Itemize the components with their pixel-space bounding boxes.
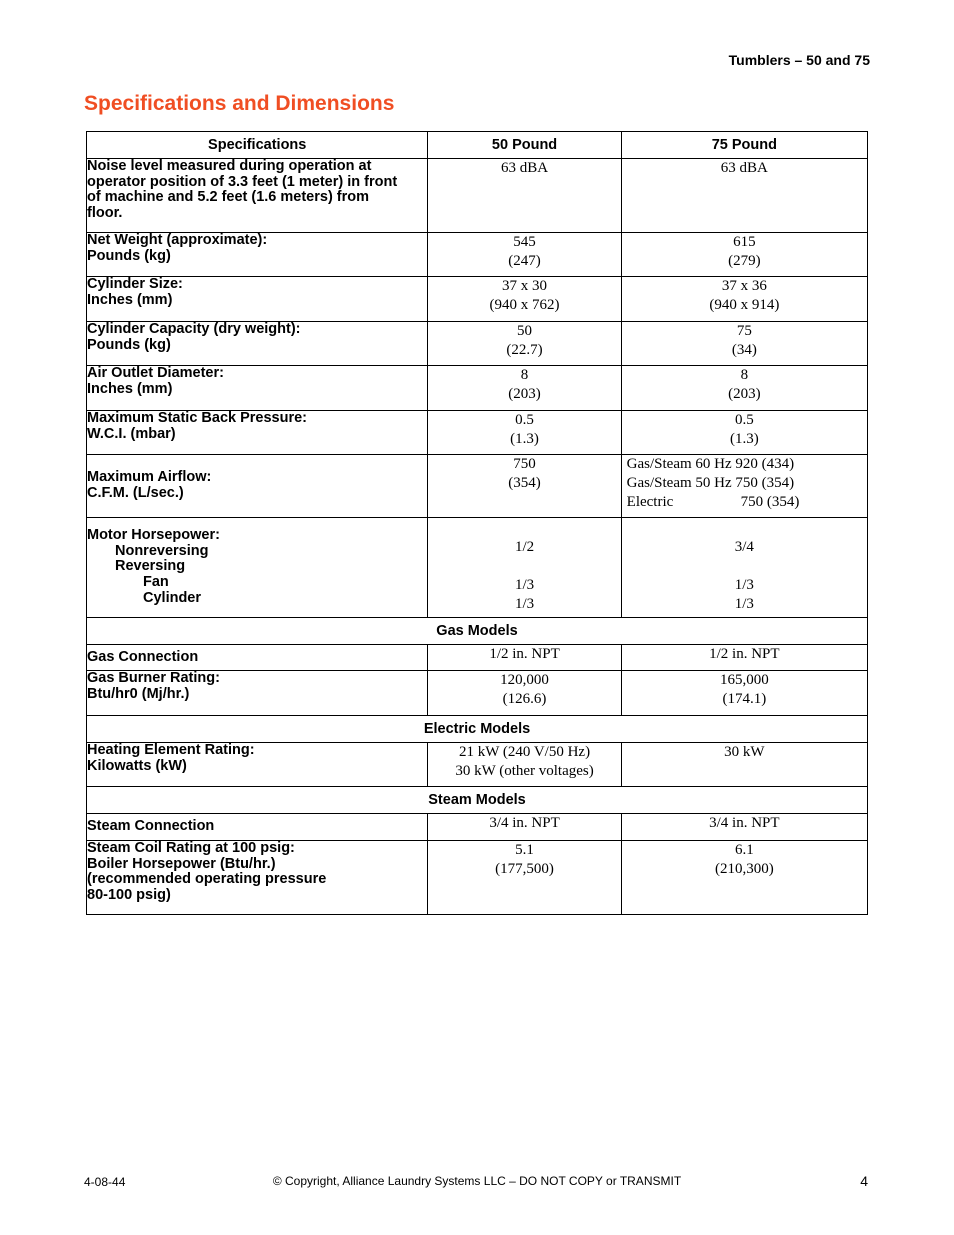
value-line: 545 [513,234,536,250]
copyright-notice: © Copyright, Alliance Laundry Systems LLC – DO NOT COPY or TRANSMIT [272,1174,682,1188]
electric-value: 750 (354) [740,494,800,510]
value-75-pound [621,233,867,277]
column-header-50-pound: 50 Pound [428,132,621,159]
label-line: Heating Element Rating: [87,742,255,758]
value-75-pound [621,814,867,841]
label-line: Noise level measured during operation at [87,158,372,174]
value-50-pound [428,159,621,233]
value-line: (177,500) [495,861,554,877]
label-line: C.F.M. (L/sec.) [87,485,184,501]
value-line: Gas/Steam 60 Hz 920 (434) [626,456,795,472]
value-line: 1/3 [514,596,535,612]
row-label [87,814,428,841]
label-line: Net Weight (approximate): [87,232,268,248]
table-row-air-outlet-diameter [87,366,868,411]
table-header-row [87,132,868,159]
row-label [87,233,428,277]
value-50-pound [428,645,621,671]
value-line: 30 kW (other voltages) [455,763,594,779]
section-row-gas-models [87,618,868,645]
label-line: Steam Coil Rating at 100 psig: [87,840,295,856]
value-75-pound [621,411,867,455]
spacer [428,557,620,576]
value-line: 6.1 [734,842,754,858]
value-75-pound [621,322,867,366]
value-75-pound [621,743,867,787]
value-50-pound [428,455,621,518]
row-label [87,366,428,411]
label-line: Maximum Airflow: [87,469,212,486]
value-line: 1/2 in. NPT [709,646,780,662]
value-75-pound [621,277,867,322]
value-line: 1/2 [514,539,535,555]
value-line: (22.7) [506,342,543,358]
specifications-table [86,131,868,915]
label-line: Btu/hr0 (Mj/hr.) [87,685,190,702]
value-50-pound [428,233,621,277]
value-line: (279) [728,253,761,269]
value-line: 75 [736,323,752,339]
value-50-pound [428,814,621,841]
value-line: (126.6) [502,691,547,707]
value-75-pound [621,645,867,671]
value-75-pound [621,841,867,915]
row-label [87,455,428,518]
value-line: 750 [513,456,536,472]
label-line: Fan [143,574,169,591]
value-line: (940 x 914) [709,297,780,313]
value-line: 1/3 [734,596,754,612]
label-line: Reversing [115,558,186,575]
value-75-pound [621,671,867,716]
table-row-net-weight [87,233,868,277]
label-line: Pounds (kg) [87,336,171,353]
document-number: 4-08-44 [84,1175,126,1189]
table-row-steam-connection [87,814,868,841]
label-line: Inches (mm) [87,291,173,308]
column-header-specifications: Specifications [87,132,428,159]
value-line: 50 [517,323,533,339]
value-line: 37 x 36 [721,278,767,294]
label-line: floor. [87,205,123,222]
row-label [87,518,428,618]
label-line: Cylinder Capacity (dry weight): [87,321,301,337]
row-label [87,645,428,671]
value-line: (203) [728,386,761,402]
value-line: 5.1 [515,842,534,858]
table-row-noise [87,159,868,233]
value-50-pound [428,671,621,716]
value-line: 1/2 in. NPT [489,646,560,662]
value-line: 120,000 [500,672,549,688]
value-line: (1.3) [510,431,539,447]
spacer [622,557,867,576]
value-line: 37 x 30 [502,278,548,294]
row-label [87,159,428,233]
value-50-pound [428,743,621,787]
electric-label: Electric [626,494,674,510]
label-line: Inches (mm) [87,380,173,397]
table-row-maximum-airflow [87,455,868,518]
section-row-electric-models [87,716,868,743]
page-title: Specifications and Dimensions [84,92,395,115]
row-label [87,671,428,716]
value-50-pound [428,322,621,366]
section-title: Gas Models [87,618,868,645]
label-line: Nonreversing [115,542,209,559]
table-row-steam-coil-rating [87,841,868,915]
label-line: Cylinder Size: [87,276,183,292]
value-line: (174.1) [722,691,767,707]
value-line: (940 x 762) [489,297,560,313]
table-row-heating-element-rating [87,743,868,787]
table-row-cylinder-capacity [87,322,868,366]
value-line: Gas/Steam 50 Hz 750 (354) [626,475,795,491]
value-line: (210,300) [714,861,774,877]
row-label [87,841,428,915]
table-row-motor-horsepower [87,518,868,618]
value-line: (1.3) [729,431,759,447]
label-line: (recommended operating pressure [87,871,327,888]
value-line: 21 kW (240 V/50 Hz) [458,744,591,760]
value-75-pound [621,159,867,233]
label-line: Air Outlet Diameter: [87,365,224,381]
label-line: Kilowatts (kW) [87,757,187,774]
value-line: (354) [508,475,541,491]
value-line: (247) [508,253,541,269]
label-line: Boiler Horsepower (Btu/hr.) [87,855,276,872]
value-line: 30 kW [724,744,765,760]
value-75-pound [621,455,867,518]
label-line: Gas Burner Rating: [87,670,220,686]
value-line: 0.5 [734,412,754,428]
label-line: Gas Connection [87,649,199,665]
value-50-pound [428,277,621,322]
value-line: 1/3 [514,577,535,593]
value-line: 3/4 [734,539,754,555]
section-title: Electric Models [87,716,868,743]
value-75-pound [621,518,867,618]
row-label [87,277,428,322]
value-line: 1/3 [734,577,754,593]
value-line: 63 dBA [720,160,768,176]
value-50-pound [428,366,621,411]
label-line: W.C.I. (mbar) [87,425,176,442]
value-50-pound [428,841,621,915]
label-line: operator position of 3.3 feet (1 meter) in front [87,173,398,190]
value-line: 3/4 in. NPT [709,815,780,831]
page-number: 4 [860,1173,868,1189]
label-line: Pounds (kg) [87,247,171,264]
label-line: of machine and 5.2 feet (1.6 meters) from [87,189,370,206]
row-label [87,743,428,787]
table-row-gas-connection [87,645,868,671]
value-line [627,493,867,512]
table-row-gas-burner-rating [87,671,868,716]
value-line: (34) [731,342,757,358]
row-label [87,322,428,366]
table-row-cylinder-size [87,277,868,322]
section-row-steam-models [87,787,868,814]
label-line: Cylinder [143,589,202,606]
value-50-pound [428,518,621,618]
value-75-pound [621,366,867,411]
value-line: (203) [508,386,541,402]
label-line: Motor Horsepower: [87,527,220,543]
value-line: 0.5 [515,412,534,428]
value-line: 8 [740,367,749,383]
value-line: 615 [733,234,756,250]
table-row-static-back-pressure [87,411,868,455]
value-line: 165,000 [719,672,769,688]
label-line: Maximum Static Back Pressure: [87,410,308,426]
value-50-pound [428,411,621,455]
value-line: 8 [520,367,529,383]
label-line: 80-100 psig) [87,887,171,904]
row-label [87,411,428,455]
value-line: 63 dBA [500,160,549,176]
label-line: Steam Connection [87,818,215,834]
section-title: Steam Models [87,787,868,814]
running-header: Tumblers – 50 and 75 [728,52,870,68]
value-line: 3/4 in. NPT [489,815,560,831]
column-header-75-pound: 75 Pound [621,132,867,159]
